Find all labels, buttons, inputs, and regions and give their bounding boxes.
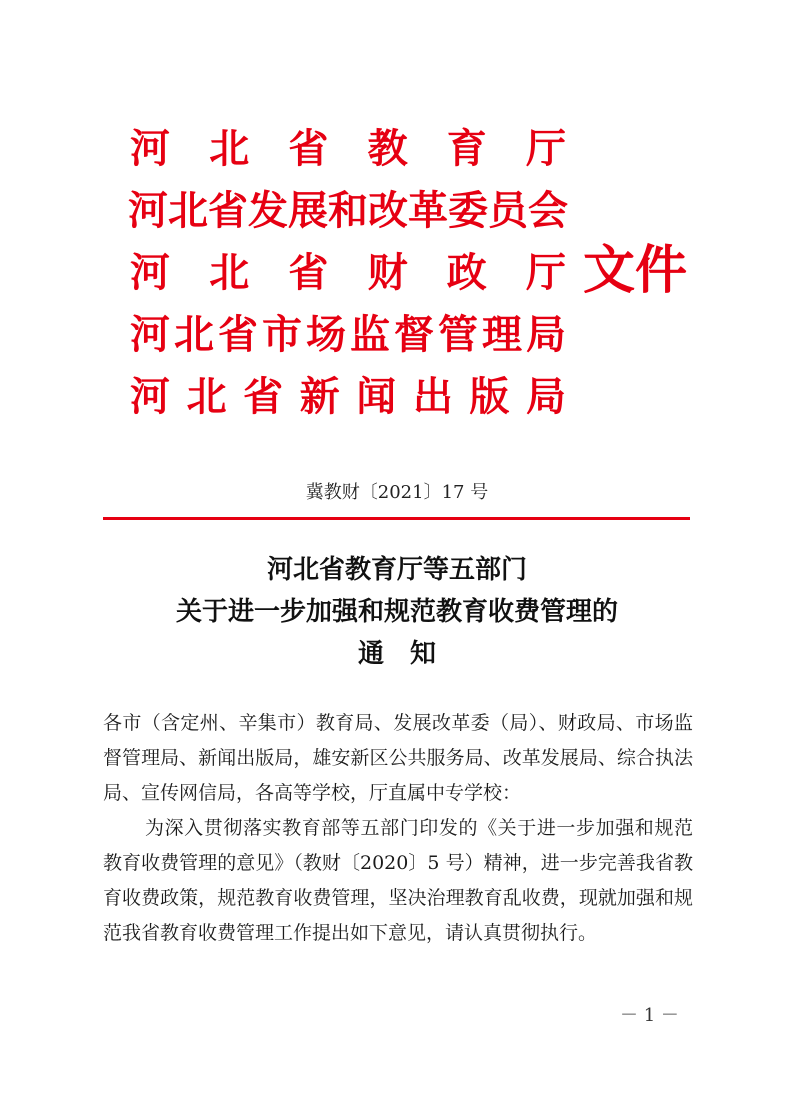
document-number: 冀教财〔2021〕17 号	[305, 482, 489, 503]
page-number: － 1 －	[620, 1005, 679, 1026]
authority-line: 河 北 省 财 政 厅	[130, 249, 566, 296]
document-title	[0, 549, 794, 675]
document-type-label: 文件	[583, 240, 688, 301]
authority-line: 河 北 省 新 闻 出 版 局	[130, 373, 566, 420]
recipients-paragraph: 各市（含定州、辛集市）教育局、发展改革委（局）、财政局、市场监督管理局、新闻出版局，雄安新区公共服务局、改革发展局、综合执法局、宣传网信局，各高等学校，厅直属中专学校：	[103, 712, 693, 804]
authority-line: 河 北 省 发 展 和 改 革 委 员 会	[128, 187, 568, 234]
red-divider	[103, 517, 690, 520]
title-line: 通 知	[357, 639, 436, 669]
issuing-authorities	[128, 118, 568, 428]
title-line: 河北省教育厅等五部门	[266, 555, 527, 585]
title-line: 关于进一步加强和规范教育收费管理的	[175, 597, 618, 627]
authority-line: 河 北 省 教 育 厅	[130, 125, 566, 172]
document-body	[103, 706, 693, 951]
authority-line: 河 北 省 市 场 监 督 管 理 局	[130, 311, 566, 358]
body-paragraph: 为深入贯彻落实教育部等五部门印发的《关于进一步加强和规范教育收费管理的意见》（教财〔2020〕5 号）精神，进一步完善我省教育收费政策，规范教育收费管理，坚决治理教育乱收费，现就加强和规范我省教育收费管理工作提出如下意见，请认真贯彻执行。	[103, 817, 693, 944]
